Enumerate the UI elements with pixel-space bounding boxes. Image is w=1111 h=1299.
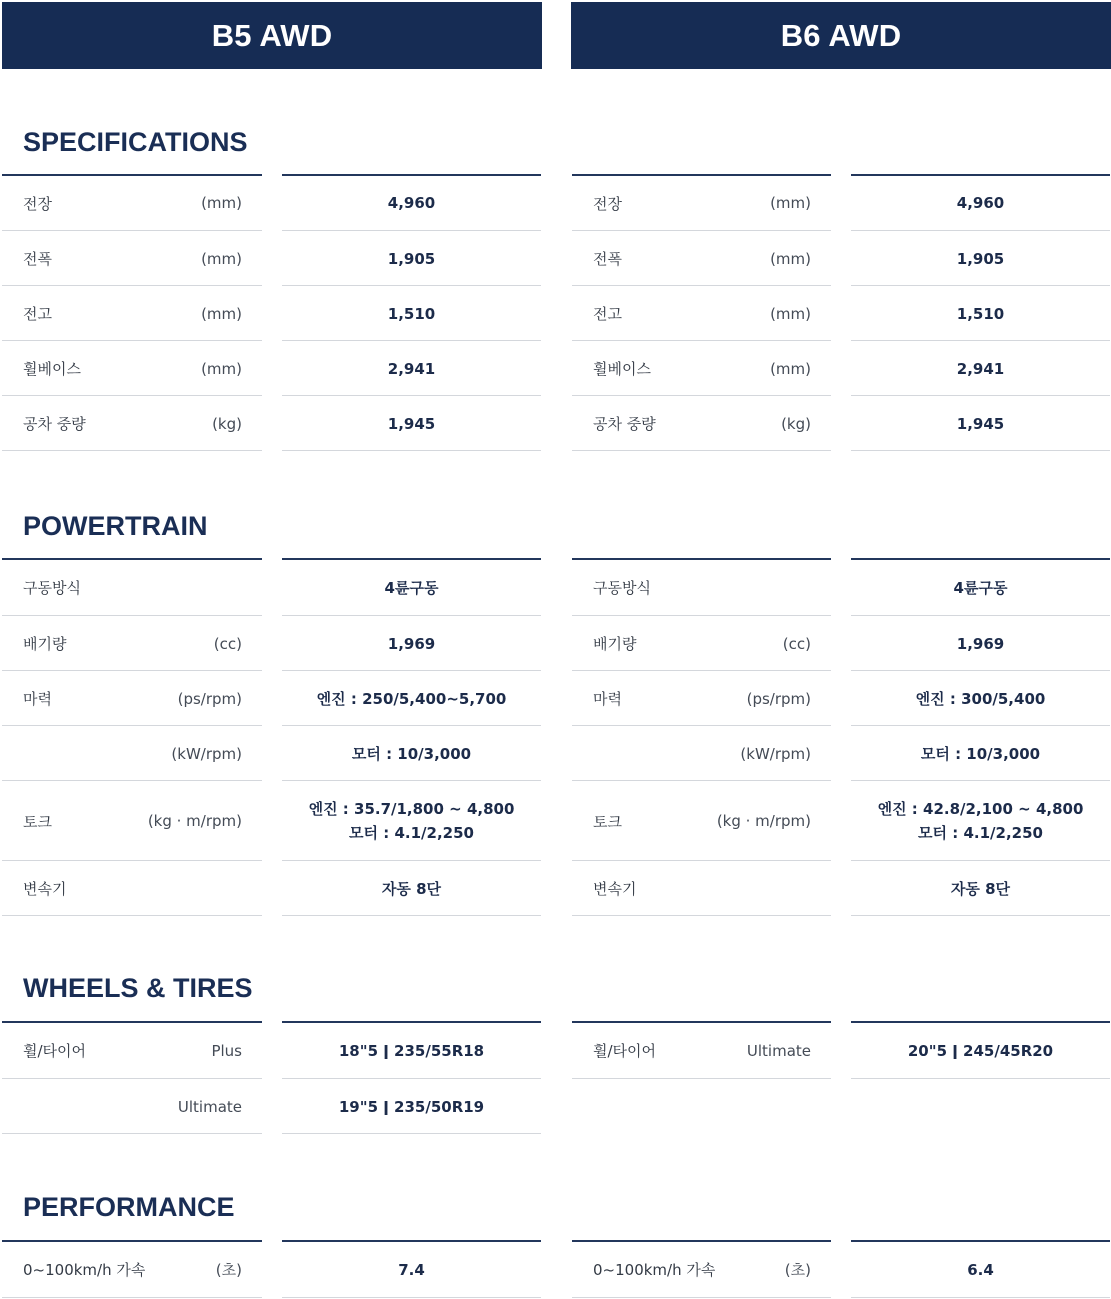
spec-value-line: 1,905 [956,249,1005,268]
spec-value [851,559,1110,616]
spec-value-line: 1,945 [956,414,1005,433]
spec-value-line: 모터 : 10/3,000 [351,744,472,763]
spec-label: 전폭 [593,250,622,268]
spec-unit: (cc) [782,634,811,653]
spec-value-line: 모터 : 10/3,000 [920,744,1041,763]
spec-unit: (초) [215,1261,242,1279]
spec-value [851,726,1110,781]
spec-value-line: 자동 8단 [381,879,442,898]
spec-unit: (mm) [770,359,811,378]
spec-value [282,396,541,451]
spec-unit: (kg) [781,414,811,433]
spec-label: 공차 중량 [23,415,86,433]
spec-value [851,396,1110,451]
spec-value [851,861,1110,916]
spec-unit: (mm) [770,304,811,323]
row-divider [2,450,262,451]
spec-value [851,175,1110,231]
spec-value [851,1022,1110,1079]
spec-unit: (kg) [212,414,242,433]
spec-value [282,671,541,726]
spec-value [282,1079,541,1134]
spec-unit: (mm) [201,304,242,323]
row-divider [572,1078,831,1079]
spec-value [851,231,1110,286]
spec-value [851,341,1110,396]
row-divider [851,915,1110,916]
spec-value [851,1241,1110,1298]
spec-unit [102,861,242,916]
spec-value [282,1022,541,1079]
spec-value [282,726,541,781]
spec-value [282,781,541,861]
spec-unit [672,559,811,616]
spec-value-line: 엔진 : 35.7/1,800 ~ 4,800 [308,800,515,818]
spec-label: 구동방식 [593,579,651,597]
spec-unit: (mm) [201,194,242,212]
spec-label: 배기량 [23,635,67,653]
spec-unit [102,559,242,616]
row-divider [2,1297,262,1298]
model-header-b5 [2,2,542,69]
spec-value-line: 18"5 ǀ 235/55R18 [338,1041,485,1060]
spec-unit: Ultimate [177,1097,242,1116]
spec-value [282,341,541,396]
spec-value [282,559,541,616]
spec-value-line: 6.4 [967,1260,994,1279]
spec-unit: (kW/rpm) [740,744,811,763]
spec-value-line: 모터 : 4.1/2,250 [349,824,474,842]
spec-unit: (mm) [770,249,811,268]
row-divider [282,915,541,916]
spec-unit: (mm) [770,194,811,212]
spec-value-line: 20"5 ǀ 245/45R20 [907,1041,1054,1060]
row-divider [851,1078,1110,1079]
spec-label: 전폭 [23,250,52,268]
spec-value-line: 1,969 [956,634,1005,653]
spec-unit: (ps/rpm) [177,689,242,708]
spec-unit: (kg · m/rpm) [716,812,811,830]
section-title: SPECIFICATIONS [23,127,248,157]
spec-value-line: 2,941 [956,359,1005,378]
spec-value-line: 엔진 : 42.8/2,100 ~ 4,800 [877,800,1084,818]
spec-unit: (kW/rpm) [171,744,242,763]
row-divider [282,1133,541,1134]
row-divider [282,450,541,451]
spec-label: 휠베이스 [593,360,651,378]
spec-value-line: 1,510 [387,304,436,323]
spec-value-line: 4,960 [956,194,1005,212]
spec-value-line: 1,945 [387,414,436,433]
row-divider [572,450,831,451]
row-divider [572,915,831,916]
spec-value-line: 자동 8단 [950,879,1011,898]
spec-label: 마력 [23,690,52,708]
model-name: B6 AWD [780,17,902,53]
row-divider [282,1297,541,1298]
spec-unit: Plus [211,1041,242,1060]
row-divider [851,1297,1110,1298]
spec-label: 공차 중량 [593,415,656,433]
model-name: B5 AWD [211,17,333,53]
spec-value [851,781,1110,861]
spec-label: 구동방식 [23,579,81,597]
spec-value-line: 엔진 : 250/5,400~5,700 [316,689,507,708]
spec-value [282,286,541,341]
spec-value [282,231,541,286]
spec-unit: (ps/rpm) [746,689,811,708]
spec-label: 휠베이스 [23,360,81,378]
spec-label: 전고 [593,305,622,323]
spec-label: 토크 [23,812,52,831]
spec-value-line: 4륜구동 [953,578,1008,597]
spec-label: 0~100km/h 가속 [23,1261,146,1279]
spec-value-line: 7.4 [398,1260,425,1279]
spec-label: 전장 [23,194,52,213]
section-title: PERFORMANCE [23,1192,235,1222]
spec-value [282,1241,541,1298]
spec-value-line: 엔진 : 300/5,400 [915,689,1046,708]
section-title: POWERTRAIN [23,511,208,541]
spec-value [851,616,1110,671]
section-title: WHEELS & TIRES [23,973,253,1003]
spec-unit: (mm) [201,249,242,268]
spec-value [282,616,541,671]
spec-label: 마력 [593,690,622,708]
spec-unit: (mm) [201,359,242,378]
spec-value [851,671,1110,726]
spec-label: 휠/타이어 [23,1042,87,1060]
spec-label: 토크 [593,812,622,831]
spec-label: 휠/타이어 [593,1042,657,1060]
spec-label: 전장 [593,194,622,213]
spec-value [851,286,1110,341]
spec-value [282,861,541,916]
row-divider [2,915,262,916]
spec-value-line: 모터 : 4.1/2,250 [918,824,1043,842]
spec-label: 전고 [23,305,52,323]
spec-value-line: 2,941 [387,359,436,378]
spec-value-line: 1,510 [956,304,1005,323]
spec-unit [672,861,811,916]
spec-value-line: 19"5 ǀ 235/50R19 [338,1097,485,1116]
spec-label: 변속기 [23,880,67,898]
row-divider [2,1133,262,1134]
spec-label: 배기량 [593,635,637,653]
spec-value-line: 1,969 [387,634,436,653]
row-divider [572,1297,831,1298]
spec-value-line: 4,960 [387,194,436,212]
spec-unit: Ultimate [746,1041,811,1060]
spec-value-line: 4륜구동 [384,578,439,597]
spec-unit: (cc) [213,634,242,653]
spec-value-line: 1,905 [387,249,436,268]
spec-label: 0~100km/h 가속 [593,1261,716,1279]
row-divider [851,450,1110,451]
spec-unit: (kg · m/rpm) [147,812,242,830]
spec-unit: (초) [784,1261,811,1279]
model-header-b6 [571,2,1111,69]
spec-value [282,175,541,231]
spec-label: 변속기 [593,880,637,898]
